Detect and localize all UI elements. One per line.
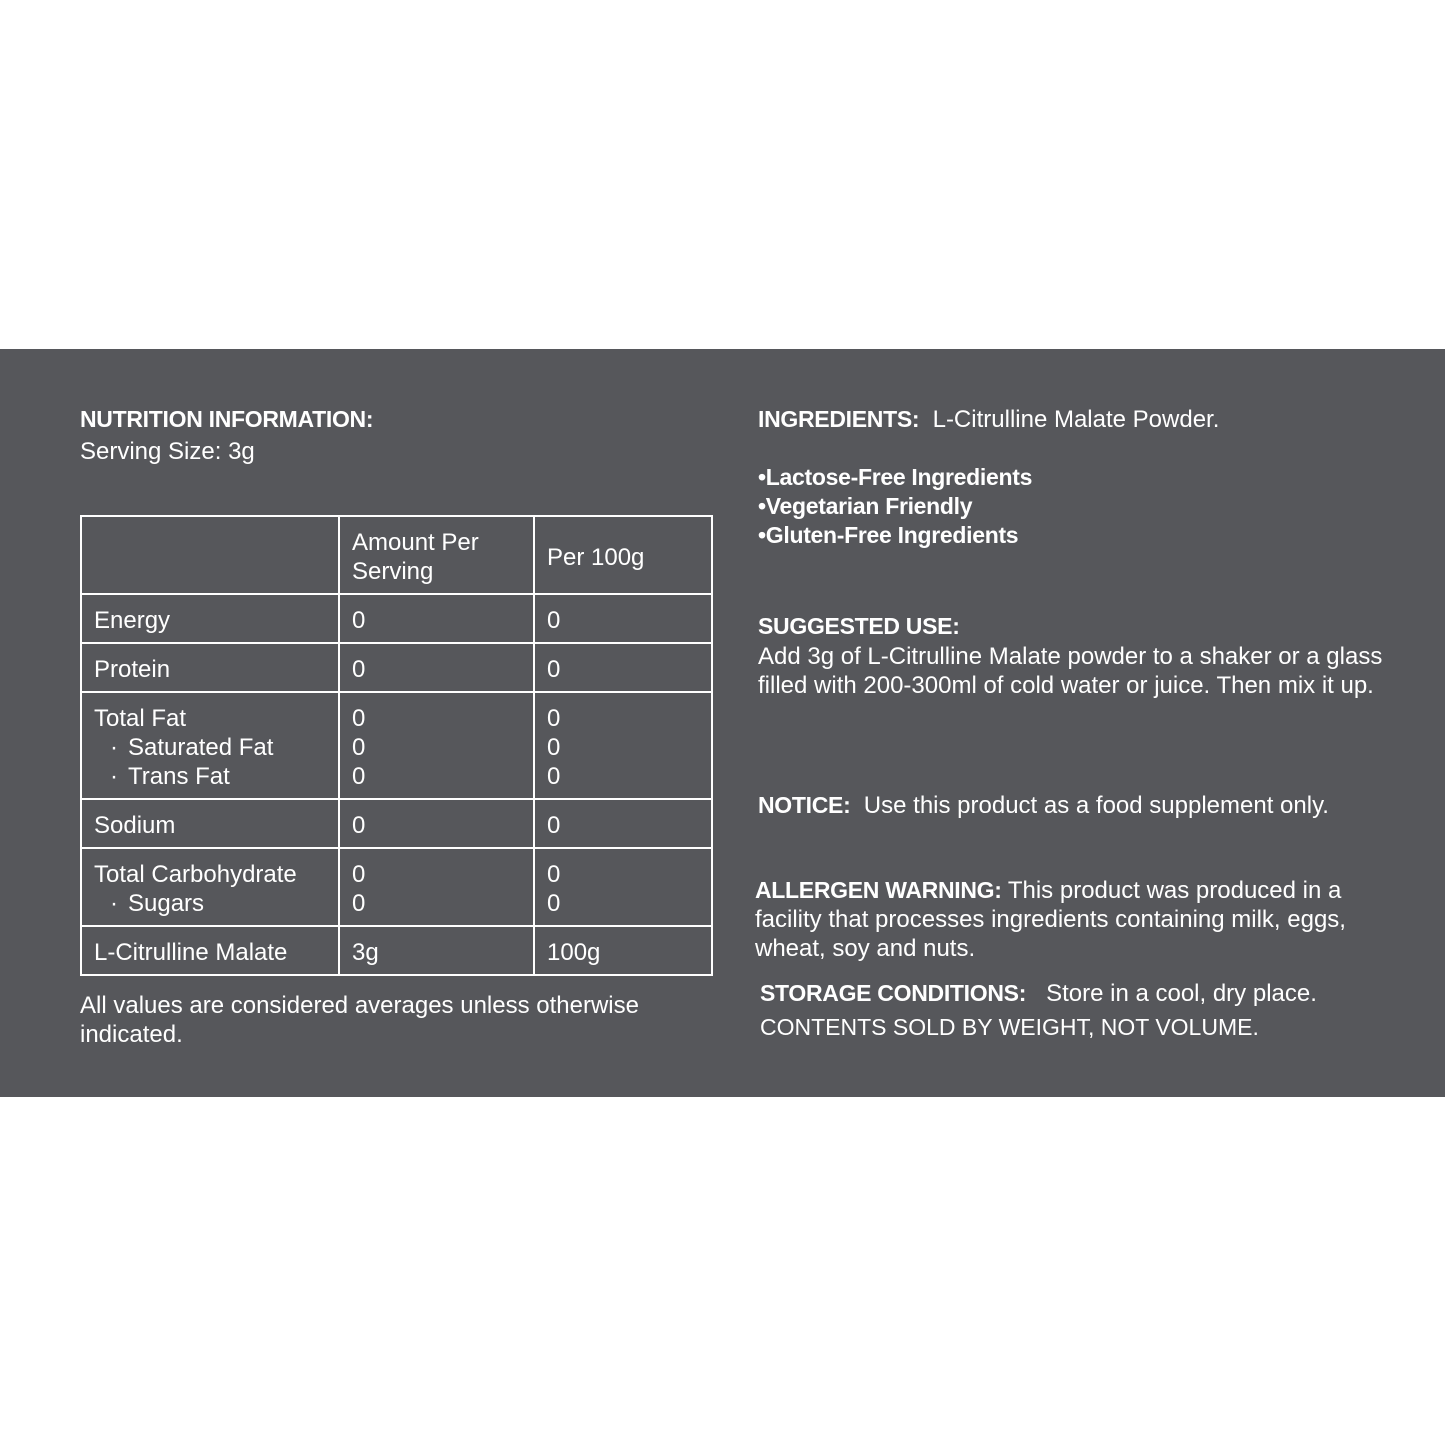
nutrition-table <box>80 515 713 976</box>
table-header-row <box>81 516 712 594</box>
row-per-100g: 0 0 <box>534 848 712 926</box>
allergen-label: ALLERGEN WARNING: <box>755 877 1002 903</box>
row-label: Total Fat · Saturated Fat · Trans Fat <box>81 692 339 799</box>
storage-label: STORAGE CONDITIONS: <box>760 980 1027 1006</box>
sub-label: · Sugars <box>94 889 326 918</box>
row-label: Total Carbohydrate · Sugars <box>81 848 339 926</box>
list-item: • Vegetarian Friendly <box>758 492 1398 521</box>
feature-list <box>758 463 1398 550</box>
sub-label: · Saturated Fat <box>94 733 326 762</box>
row-per-serving: 0 0 0 <box>339 692 534 799</box>
row-per-serving: 0 <box>339 643 534 692</box>
table-row <box>81 643 712 692</box>
notice-label: NOTICE: <box>758 792 851 818</box>
ingredients-section <box>758 405 1398 434</box>
suggested-use-label: SUGGESTED USE: <box>758 613 960 639</box>
row-per-serving: 0 <box>339 594 534 643</box>
row-per-100g: 0 <box>534 594 712 643</box>
header-amount-per-serving: Amount Per Serving <box>339 516 534 594</box>
row-per-100g: 0 0 0 <box>534 692 712 799</box>
table-row <box>81 594 712 643</box>
table-row <box>81 848 712 926</box>
list-item: • Lactose-Free Ingredients <box>758 463 1398 492</box>
row-per-serving: 3g <box>339 926 534 975</box>
suggested-use-text: Add 3g of L-Citrulline Malate powder to a shaker or a glass filled with 200-300ml of cold water or juice. Then mix it up. <box>758 643 1383 699</box>
notice-text: Use this product as a food supplement only. <box>863 792 1329 819</box>
storage-section <box>760 979 1400 1008</box>
row-per-100g: 0 <box>534 799 712 848</box>
row-label: Sodium <box>81 799 339 848</box>
contents-notice: CONTENTS SOLD BY WEIGHT, NOT VOLUME. <box>760 1014 1259 1040</box>
storage-text: Store in a cool, dry place. <box>1046 980 1317 1007</box>
nutrition-title: NUTRITION INFORMATION: <box>80 406 374 432</box>
table-row <box>81 799 712 848</box>
table-row <box>81 926 712 975</box>
row-per-serving: 0 0 <box>339 848 534 926</box>
row-label: Protein <box>81 643 339 692</box>
ingredients-label: INGREDIENTS: <box>758 406 920 432</box>
row-per-100g: 100g <box>534 926 712 975</box>
table-footnote: All values are considered averages unless otherwise indicated. <box>80 992 639 1048</box>
notice-section <box>758 791 1418 820</box>
allergen-section <box>755 876 1395 963</box>
header-blank <box>81 516 339 594</box>
table-row <box>81 692 712 799</box>
row-label: L-Citrulline Malate <box>81 926 339 975</box>
header-per-100g: Per 100g <box>534 516 712 594</box>
serving-size: Serving Size: 3g <box>80 438 255 465</box>
row-label: Energy <box>81 594 339 643</box>
ingredients-text: L-Citrulline Malate Powder. <box>932 406 1220 433</box>
row-per-100g: 0 <box>534 643 712 692</box>
allergen-text: This product was produced in a facility that processes ingredients containing milk, eggs, wheat, soy and nuts. <box>755 877 1346 962</box>
row-per-serving: 0 <box>339 799 534 848</box>
list-item: • Gluten-Free Ingredients <box>758 521 1398 550</box>
sub-label: · Trans Fat <box>94 762 326 791</box>
